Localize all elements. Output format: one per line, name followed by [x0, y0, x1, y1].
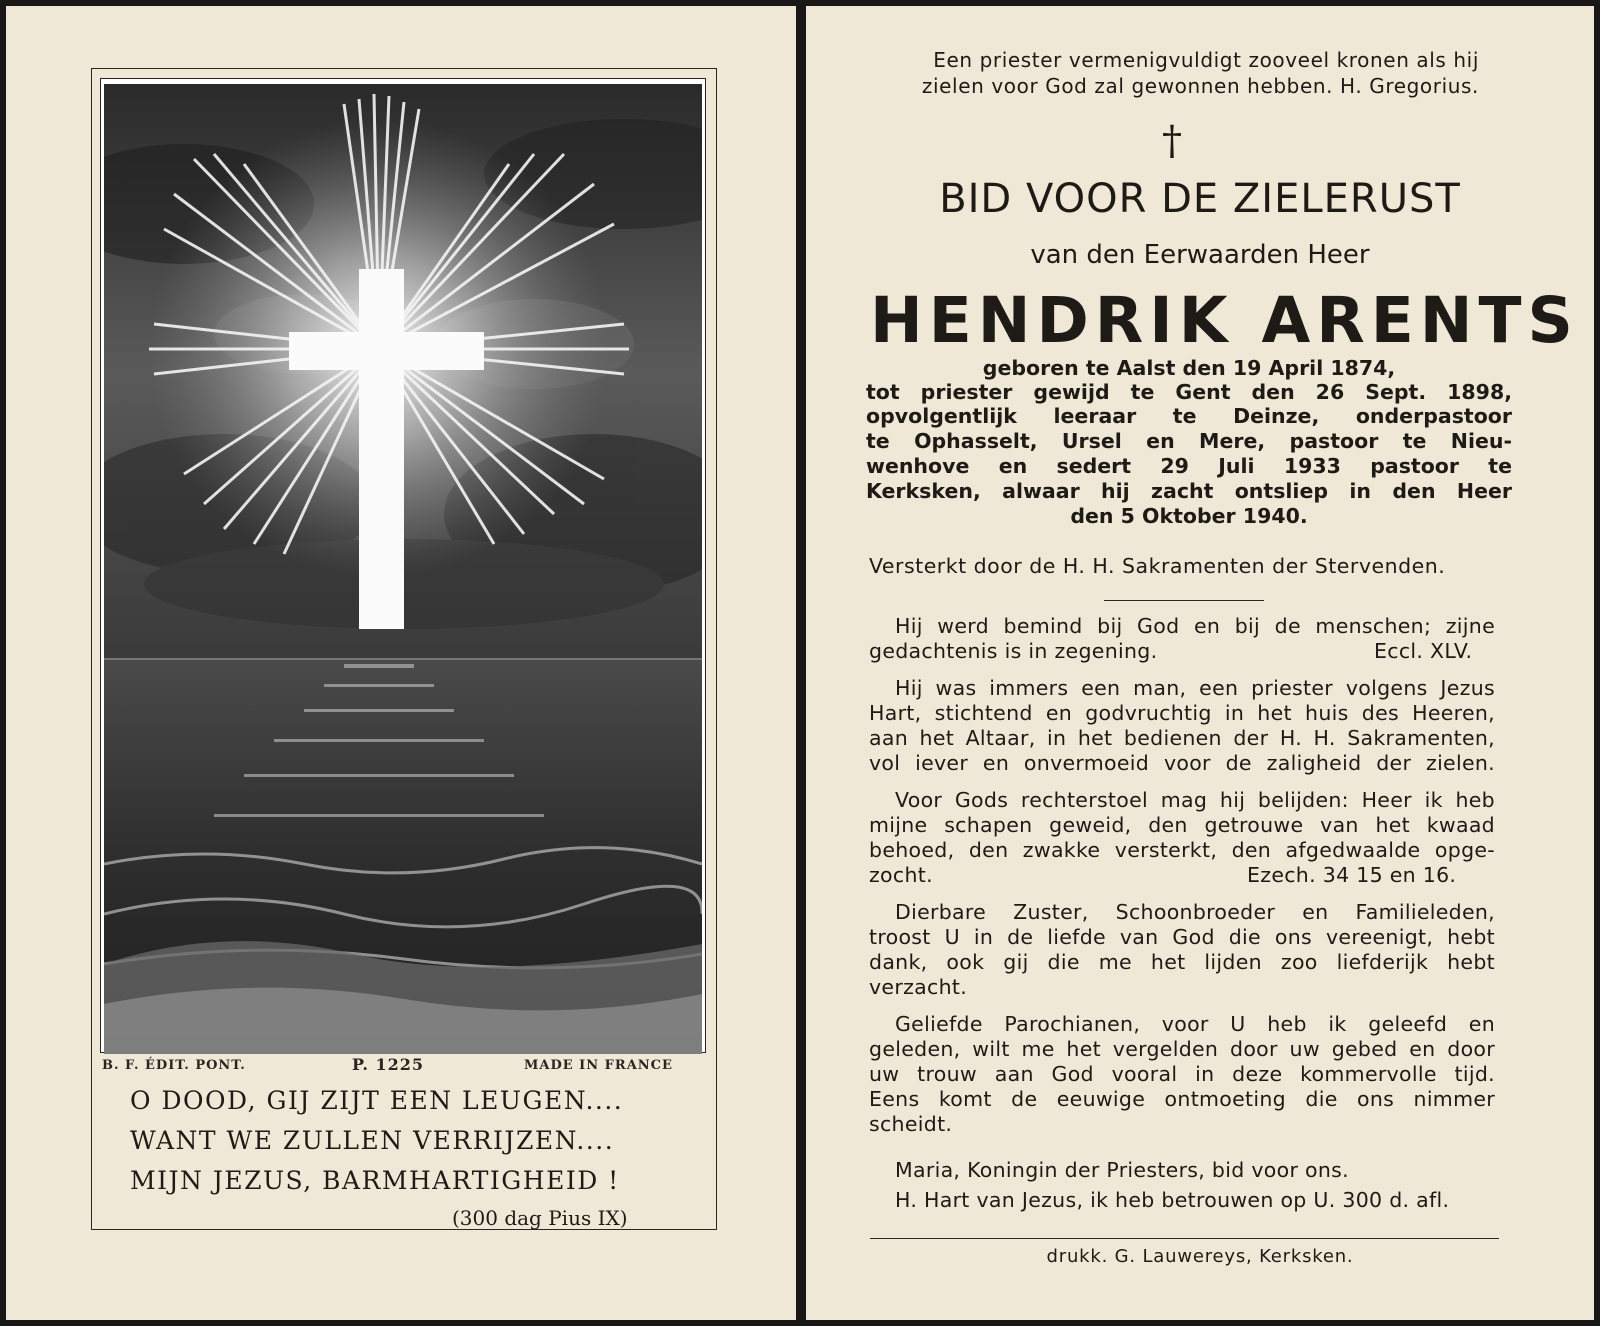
invocation-sacred-heart: H. Hart van Jezus, ik heb betrouwen op U. 300 d. afl. [895, 1188, 1450, 1212]
invocation-mary: Maria, Koningin der Priesters, bid voor ons. [895, 1158, 1349, 1182]
epigraph-line-2: zielen voor God zal gewonnen hebben. H. Gregorius. [921, 74, 1479, 98]
prayer-line-1: O DOOD, GIJ ZIJT EEN LEUGEN.... [130, 1086, 624, 1115]
page-title: BID VOOR DE ZIELERUST [939, 176, 1461, 222]
bio-line-6: Kerksken, alwaar hij zacht ontsliep in den Heer [866, 479, 1512, 503]
para4-line-3: dank, ook gij die me het lijden zoo liefderijk hebt [869, 950, 1495, 974]
deceased-name: HENDRIK ARENTS [870, 284, 1579, 357]
prayer-line-2: WANT WE ZULLEN VERRIJZEN.... [130, 1126, 615, 1155]
imprint-origin: MADE IN FRANCE [524, 1058, 673, 1073]
para5-line-1: Geliefde Parochianen, voor U heb ik geleefd en [895, 1012, 1495, 1036]
imprint-publisher: B. F. ÉDIT. PONT. [102, 1058, 246, 1073]
para2-line-1: Hij was immers een man, een priester volgens Jezus [895, 676, 1495, 700]
sacraments-line: Versterkt door de H. H. Sakramenten der Stervenden. [869, 554, 1446, 578]
imprint-number: P. 1225 [352, 1055, 425, 1074]
para3-line-2: mijne schapen geweid, den getrouwe van het kwaad [869, 813, 1495, 837]
subtitle: van den Eerwaarden Heer [1030, 240, 1370, 270]
quote1-line-1: Hij werd bemind bij God en bij de menschen; zijne [895, 614, 1495, 638]
divider [1104, 600, 1264, 601]
epigraph-line-1: Een priester vermenigvuldigt zooveel kronen als hij [933, 48, 1479, 72]
cross-icon: † [1162, 118, 1182, 164]
para4-line-4: verzacht. [869, 975, 968, 999]
para4-line-2: troost U in de liefde van God die ons vereenigt, hebt [869, 925, 1495, 949]
para2-line-2: Hart, stichtend en godvruchtig in het huis des Heeren, [869, 701, 1495, 725]
quote1-reference: Eccl. XLV. [1374, 639, 1473, 663]
para2-line-3: aan het Altaar, in het bedienen der H. H. Sakramenten, [869, 726, 1495, 750]
para5-line-4: Eens komt de eeuwige ontmoeting die ons nimmer [869, 1087, 1495, 1111]
printer-credit: drukk. G. Lauwereys, Kerksken. [1046, 1246, 1354, 1267]
cross-over-sea-illustration [104, 84, 702, 1054]
bio-line-4: te Ophasselt, Ursel en Mere, pastoor te Nieu- [866, 429, 1512, 453]
quote1-line-2: gedachtenis is in zegening. [869, 639, 1158, 663]
bottom-rule [870, 1238, 1499, 1239]
para5-line-5: scheidt. [869, 1112, 953, 1136]
left-card [6, 6, 796, 1320]
bio-line-3: opvolgentlijk leeraar te Deinze, onderpastoor [866, 404, 1512, 428]
para3-line-3: behoed, den zwakke versterkt, den afgedwaalde opge- [869, 838, 1495, 862]
para4-line-1: Dierbare Zuster, Schoonbroeder en Familieleden, [895, 900, 1495, 924]
para3-line-1: Voor Gods rechterstoel mag hij belijden: Heer ik heb [895, 788, 1495, 812]
para3-line-4: zocht. [869, 863, 933, 887]
para2-line-4: vol iever en onvermoeid voor de zaligheid der zielen. [869, 751, 1495, 775]
para5-line-2: geleden, wilt me het vergelden door uw gebed en door [869, 1037, 1495, 1061]
right-card [806, 6, 1594, 1320]
indulgence: (300 dag Pius IX) [452, 1206, 628, 1230]
para5-line-3: uw trouw aan God vooral in deze kommervolle tijd. [869, 1062, 1495, 1086]
bio-line-7: den 5 Oktober 1940. [1070, 504, 1308, 528]
bio-line-1: geboren te Aalst den 19 April 1874, [982, 356, 1396, 380]
para3-reference: Ezech. 34 15 en 16. [1247, 863, 1457, 887]
bio-line-5: wenhove en sedert 29 Juli 1933 pastoor te [866, 454, 1512, 478]
bio-line-2: tot priester gewijd te Gent den 26 Sept. 1898, [866, 380, 1512, 404]
prayer-line-3: MIJN JEZUS, BARMHARTIGHEID ! [130, 1166, 620, 1195]
